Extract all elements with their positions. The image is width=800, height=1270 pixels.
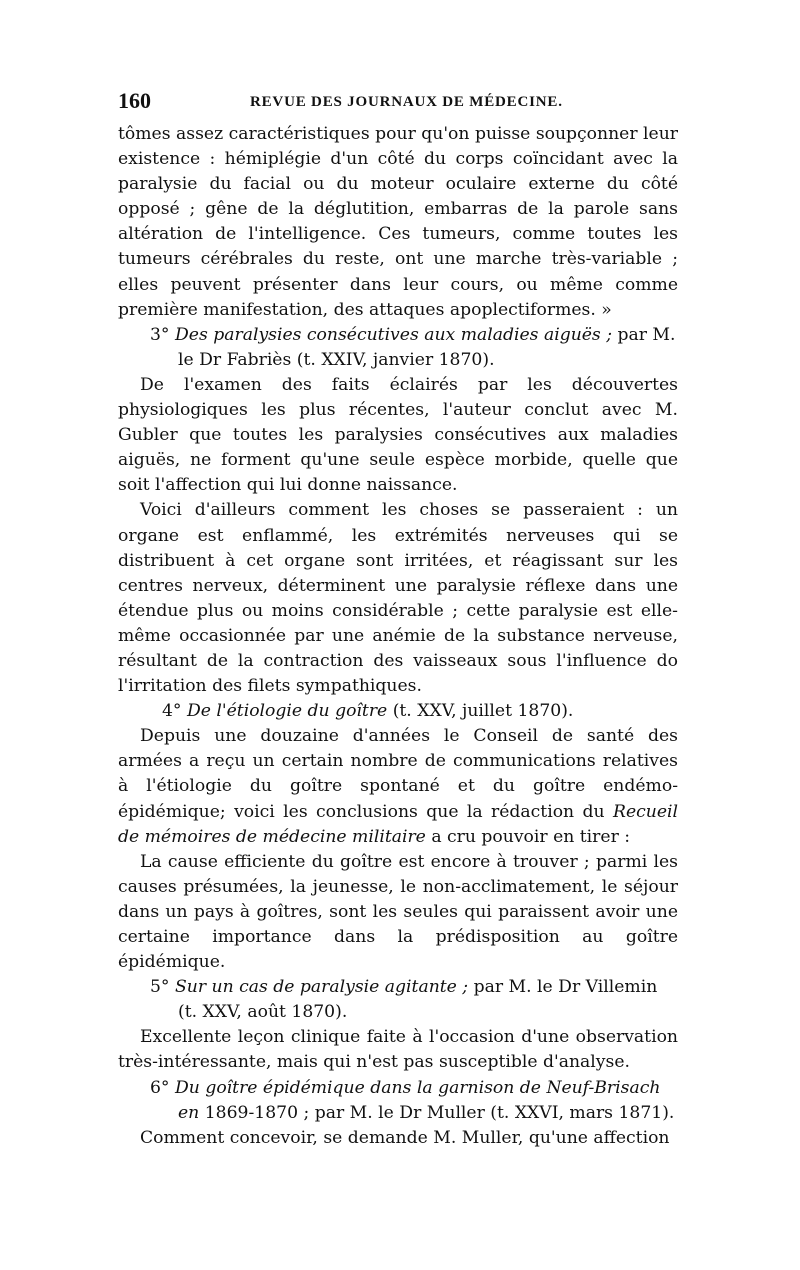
paragraph: Excellente leçon clinique faite à l'occasion d'une observation très-intéressante, mais qui n'est pas susceptible d'analyse. bbox=[118, 1027, 678, 1073]
page-number: 160 bbox=[118, 88, 151, 113]
paragraph bbox=[118, 724, 678, 849]
section-number: 3° bbox=[150, 324, 170, 345]
section-reference: (t. XXV, août 1870). bbox=[178, 1002, 348, 1023]
section-number: 4° bbox=[162, 701, 182, 722]
section-heading-3 bbox=[118, 323, 678, 373]
section-title: Sur un cas de paralysie agitante ; bbox=[175, 977, 469, 998]
paragraph: La cause efficiente du goître est encore à trouver ; parmi les causes présumées, la jeunesse, le non-acclimatement, le séjour dans un pays à goîtres, sont les seules qui paraissent avoir une certaine importance dans la prédisposition au goître épidémique. bbox=[118, 851, 678, 973]
section-title: De l'étiologie du goître bbox=[187, 701, 388, 722]
section-author: par M. le Dr Fabriès bbox=[178, 324, 676, 370]
section-reference: (t. XXV, juillet 1870). bbox=[392, 701, 574, 722]
section-heading-6 bbox=[118, 1076, 678, 1126]
section-number: 5° bbox=[150, 977, 170, 998]
section-number: 6° bbox=[150, 1077, 170, 1098]
book-page bbox=[118, 88, 678, 1151]
section-reference: 1869-1870 ; par M. le Dr Muller (t. XXVI, mars 1871). bbox=[204, 1102, 675, 1123]
section-author: par M. le Dr Villemin bbox=[473, 977, 658, 998]
journal-title: Recueil de mémoires de médecine militaire bbox=[118, 801, 678, 847]
page-body bbox=[118, 122, 678, 1151]
section-reference: (t. XXIV, janvier 1870). bbox=[296, 349, 495, 370]
paragraph-text: Depuis une douzaine d'années le Conseil de santé des armées a reçu un certain nombre de communications relatives à l'étiologie du goître spontané et du goître endémo-épidémique; voici les conclusions que la rédaction du bbox=[118, 726, 678, 822]
running-head: REVUE DES JOURNAUX DE MÉDECINE. bbox=[250, 94, 563, 110]
paragraph: De l'examen des faits éclairés par les découvertes physiologiques les plus récentes, l'auteur conclut avec M. Gubler que toutes les paralysies consécutives aux maladies aiguës, ne forment qu'une seule espèce morbide, quelle que soit l'affection qui lui donne naissance. bbox=[118, 374, 678, 496]
section-heading-5 bbox=[118, 975, 678, 1025]
section-heading-4 bbox=[118, 699, 678, 724]
page-header bbox=[118, 88, 678, 122]
paragraph: Comment concevoir, se demande M. Muller, qu'une affection bbox=[140, 1127, 670, 1148]
paragraph-text: a cru pouvoir en tirer : bbox=[431, 826, 631, 847]
paragraph-continuation: tômes assez caractéristiques pour qu'on puisse soupçonner leur existence : hémiplégie d'un côté du corps coïncidant avec la paralysie du facial ou du moteur oculaire externe du côté opposé ; gêne de la déglutition, embarras de la parole sans altération de l'intelligence. Ces tumeurs, comme toutes les tumeurs cérébrales du reste, ont une marche très-variable ; elles peuvent présenter dans leur cours, ou même comme première manifestation, des attaques apoplectiformes. » bbox=[118, 124, 678, 320]
section-title: Des paralysies consécutives aux maladies aiguës ; bbox=[175, 324, 613, 345]
section-title: Du goître épidémique dans la garnison de Neuf-Brisach en bbox=[175, 1077, 661, 1123]
paragraph: Voici d'ailleurs comment les choses se passeraient : un organe est enflammé, les extrémités nerveuses qui se distribuent à cet organe sont irritées, et réagissant sur les centres nerveux, déterminent une paralysie réflexe dans une étendue plus ou moins considérable ; cette paralysie est elle-même occasionnée par une anémie de la substance nerveuse, résultant de la contraction des vaisseaux sous l'influence do l'irritation des filets sympathiques. bbox=[118, 500, 678, 697]
